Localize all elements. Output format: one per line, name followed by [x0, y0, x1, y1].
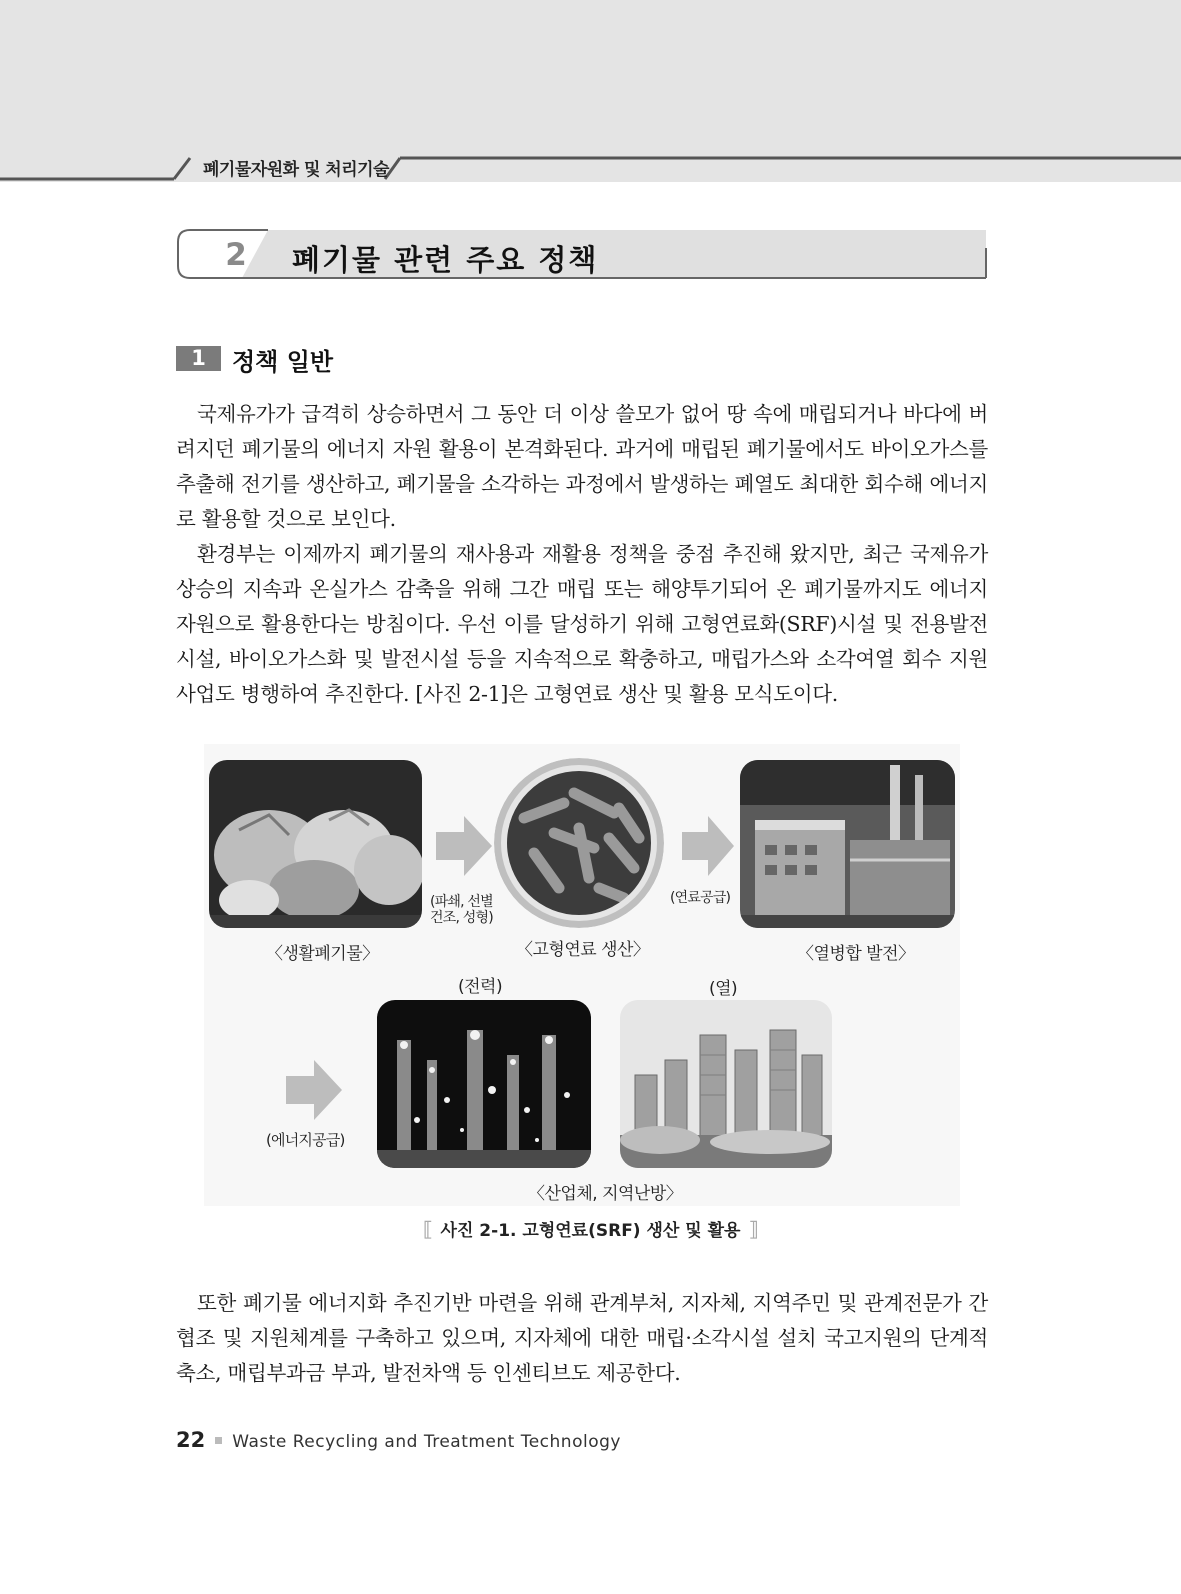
- section-title: 폐기물 관련 주요 정책: [292, 243, 599, 277]
- label-industry-heating: 〈산업체, 지역난방〉: [528, 1184, 683, 1204]
- body-text-top: [176, 397, 988, 712]
- arrow-right-icon: [436, 816, 492, 876]
- label-household-waste: 〈생활폐기물〉: [266, 944, 379, 964]
- household-waste-photo: [209, 760, 422, 928]
- page-number: 22: [176, 1428, 206, 1452]
- running-head-bar: [0, 150, 1181, 190]
- caption-close-bracket: ⟧: [748, 1217, 759, 1241]
- label-electricity: (전력): [458, 977, 503, 997]
- arrow-right-icon: [286, 1060, 342, 1120]
- industrial-complex-photo: [377, 1000, 591, 1168]
- caption-open-bracket: ⟦: [422, 1217, 433, 1241]
- label-chp: 〈열병합 발전〉: [797, 944, 915, 964]
- arrow-right-icon: [682, 816, 734, 876]
- label-srf-production: 〈고형연료 생산〉: [516, 940, 650, 960]
- footer-square-icon: [215, 1437, 222, 1444]
- book-title: Waste Recycling and Treatment Technology: [232, 1432, 621, 1452]
- body-text-bottom: [176, 1286, 988, 1391]
- figure-caption: [0, 1216, 1181, 1241]
- section-heading: [176, 228, 996, 284]
- caption-text: 사진 2-1. 고형연료(SRF) 생산 및 활용: [440, 1221, 741, 1241]
- running-title: 폐기물자원화 및 처리기술: [203, 160, 389, 180]
- label-heat: (열): [709, 979, 738, 999]
- label-fuel-supply: (연료공급): [670, 890, 731, 906]
- running-head-rule: [0, 150, 1181, 190]
- page-footer: [176, 1428, 621, 1452]
- paragraph: 환경부는 이제까지 폐기물의 재사용과 재활용 정책을 중점 추진해 왔지만, 최근 국제유가 상승의 지속과 온실가스 감축을 위해 그간 매립 또는 해양투기되어 온 폐기물까지도 에너지 자원으로 활용한다는 방침이다. 우선 이를 달성하기 위해 고형연료화(SRF)시설 및 전용발전시설, 바이오가스화 및 발전시설 등을 지속적으로 확충하고, 매립가스와 소각여열 회수 지원사업도 병행하여 추진한다. [사진 2-1]은 고형연료 생산 및 활용 모식도이다.: [176, 542, 988, 706]
- figure-srf-diagram: [204, 744, 960, 1206]
- label-energy-supply: (에너지공급): [266, 1131, 345, 1149]
- chp-plant-photo: [740, 760, 955, 928]
- section-number: 2: [225, 237, 247, 273]
- paragraph: 또한 폐기물 에너지화 추진기반 마련을 위해 관계부처, 지자체, 지역주민 및 관계전문가 간 협조 및 지원체계를 구축하고 있으며, 지자체에 대한 매립·소각시설 설치 국고지원의 단계적 축소, 매립부과금 부과, 발전차액 등 인센티브도 제공한다.: [176, 1291, 988, 1385]
- label-process: (파쇄, 선별 건조, 성형): [430, 894, 493, 926]
- apartment-complex-photo: [620, 1000, 832, 1168]
- subsection-number: 1: [176, 346, 221, 371]
- paragraph: 국제유가가 급격히 상승하면서 그 동안 더 이상 쓸모가 없어 땅 속에 매립되거나 바다에 버려지던 폐기물의 에너지 자원 활용이 본격화된다. 과거에 매립된 폐기물에서도 바이오가스를 추출해 전기를 생산하고, 폐기물을 소각하는 과정에서 발생하는 폐열도 최대한 회수해 에너지로 활용할 것으로 보인다.: [176, 402, 988, 531]
- subsection-title: 정책 일반: [232, 348, 334, 376]
- srf-pellets-photo: [494, 758, 664, 928]
